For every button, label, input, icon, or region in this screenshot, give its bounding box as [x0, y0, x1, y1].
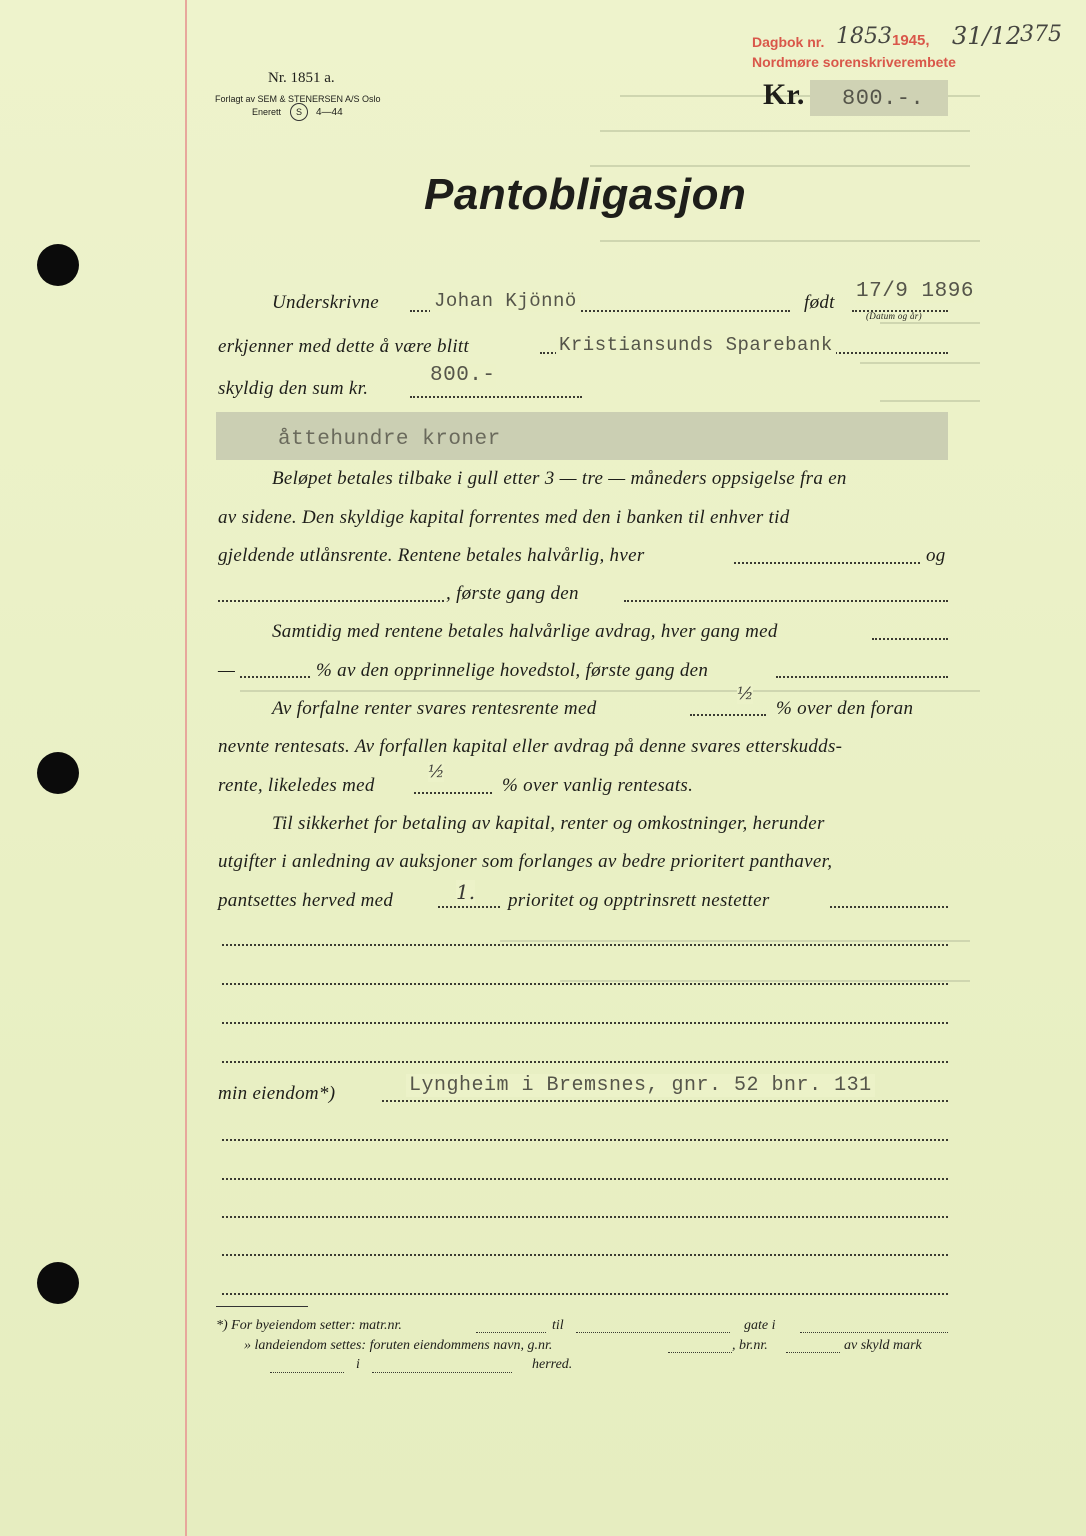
- publisher-line: Forlagt av SEM & STENERSEN A/S Oslo: [215, 94, 381, 104]
- punch-hole: [37, 752, 79, 794]
- sum-value: 800.-: [430, 364, 496, 387]
- document-title: Pantobligasjon: [424, 170, 747, 219]
- footnote-text: til: [552, 1318, 564, 1333]
- body-line: av sidene. Den skyldige kapital forrentes med den i banken til enhver tid: [218, 507, 790, 528]
- footnote-text: *) For byeiendom setter: matr.nr.: [216, 1318, 402, 1333]
- fodt-label: født: [804, 292, 835, 313]
- footnote-text: » landeiendom settes: foruten eiendommens navn, g.nr.: [244, 1338, 553, 1353]
- eiendom-label: min eiendom*): [218, 1083, 336, 1104]
- body-line: , første gang den: [446, 583, 579, 604]
- body-line: utgifter i anledning av auksjoner som forlanges av bedre prioritert panthaver,: [218, 851, 833, 872]
- body-line: rente, likeledes med: [218, 775, 375, 796]
- footnote-line-1: [216, 1318, 402, 1334]
- body-line: Samtidig med rentene betales halvårlige avdrag, hver gang med: [272, 621, 778, 642]
- body-line: og: [926, 545, 946, 566]
- priority-value: 1.: [456, 880, 476, 904]
- punch-hole: [37, 1262, 79, 1304]
- footnote-text: , br.nr.: [732, 1338, 768, 1353]
- body-line: % av den opprinnelige hovedstol, første gang den: [316, 660, 709, 681]
- body-line: Til sikkerhet for betaling av kapital, renter og omkostninger, herunder: [272, 813, 825, 834]
- birth-date: 17/9 1896: [856, 280, 974, 303]
- creditor-name: Kristiansunds Sparebank: [556, 334, 836, 356]
- enerett-label: Enerett: [252, 107, 282, 117]
- stamp-label: Dagbok nr.: [752, 34, 825, 50]
- publisher-logo: S: [290, 103, 308, 121]
- journal-date: 31/12: [952, 22, 1022, 50]
- skyldig-text: skyldig den sum kr.: [218, 378, 369, 399]
- interest-fraction: ½: [737, 684, 754, 704]
- interest-fraction: ½: [428, 762, 445, 782]
- underskrivne-label: Underskrivne: [272, 292, 380, 313]
- edition-label: 4—44: [316, 107, 343, 118]
- footnote-text: herred.: [532, 1357, 573, 1372]
- journal-year: 1945,: [892, 32, 930, 49]
- amount-value: 800.-.: [842, 86, 925, 111]
- body-line: prioritet og opptrinsrett nestetter: [508, 890, 770, 911]
- journal-stamp: [752, 34, 824, 50]
- margin-line: [185, 0, 187, 1536]
- footnote-text: av skyld mark: [844, 1338, 922, 1353]
- footnote-text: gate i: [744, 1318, 776, 1333]
- body-line: % over vanlig rentesats.: [502, 775, 694, 796]
- property-description: Lyngheim i Bremsnes, gnr. 52 bnr. 131: [406, 1074, 875, 1097]
- erkjenner-text: erkjenner med dette å være blitt: [218, 336, 470, 357]
- court-name-stamp: Nordmøre sorenskriverembete: [752, 54, 956, 70]
- footnote-text: i: [356, 1357, 360, 1372]
- body-line: nevnte rentesats. Av forfallen kapital eller avdrag på denne svares etterskudds-: [218, 736, 843, 757]
- body-line: —: [218, 660, 236, 681]
- body-line: Av forfalne renter svares rentesrente med: [272, 698, 597, 719]
- punch-hole: [37, 244, 79, 286]
- body-line: pantsettes herved med: [218, 890, 394, 911]
- body-line: % over den foran: [776, 698, 914, 719]
- amount-label: Kr.: [763, 78, 805, 111]
- journal-number: 1853: [836, 24, 892, 49]
- journal-page: 375: [1020, 22, 1062, 47]
- body-line: Beløpet betales tilbake i gull etter 3 — tre — måneders oppsigelse fra en: [272, 468, 847, 489]
- form-number: Nr. 1851 a.: [268, 70, 335, 86]
- debtor-name: Johan Kjönnö: [430, 290, 581, 312]
- amount-words: åttehundre kroner: [278, 428, 501, 451]
- datum-note: (Datum og år): [866, 311, 922, 321]
- body-line: gjeldende utlånsrente. Rentene betales halvårlig, hver: [218, 545, 645, 566]
- footnote-rule: [216, 1306, 308, 1307]
